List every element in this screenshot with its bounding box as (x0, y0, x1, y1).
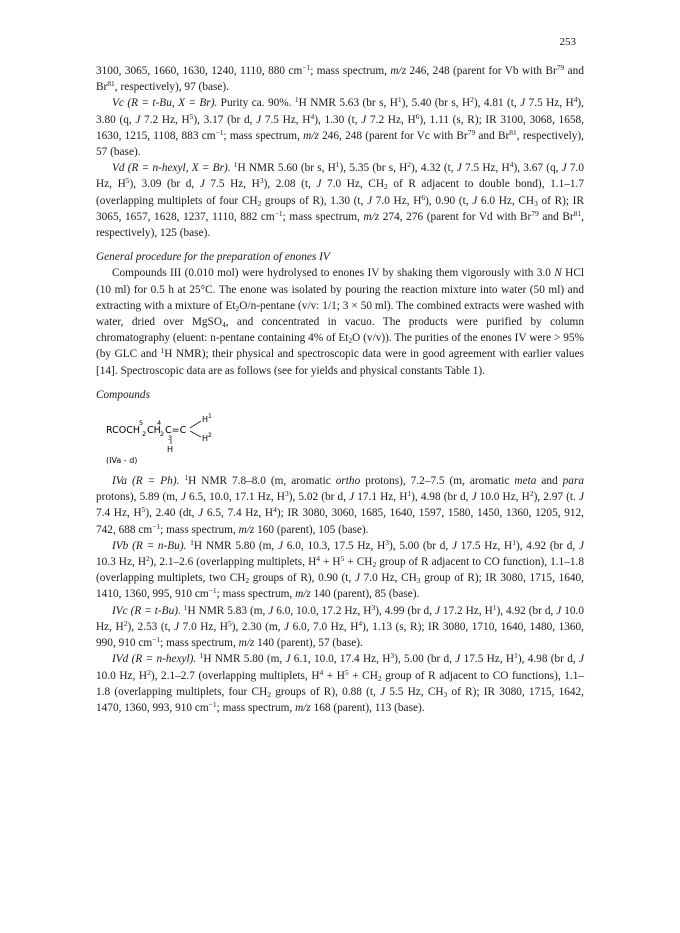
compound-ivb: IVb (R = n-Bu). $^1$H NMR 5.80 (m, J 6.0, 10.3, 17.5 Hz, $H^3$), 5.00 (br d, J 17.5 Hz, $H^1$), 4.92 (br d, J 10.3 Hz, $H^2$), 2.1–2.6 (overlapping multiplets, $H^4 + H^5 + CH_2$ group of R adjacent to CO function), 1.1–1.8 (overlapping multiplets, two $CH_2$ groups of R), 0.90 (t, J 7.0 Hz, $CH_3$ group of R); IR 3080, 1715, 1640, 1410, 1360, 995, 910 $cm^{-1}$; mass spectrum, m/z 140 (parent), 85 (base). (96, 537, 584, 601)
paragraph-vb-continuation: 3100, 3065, 1660, 1630, 1240, 1110, 880 $cm^{-1}$; mass spectrum, m/z 246, 248 (parent for Vb with Br$^{79}$ and Br$^{81}$, respectively), 97 (base). (96, 63, 584, 94)
position-5: 5 (139, 419, 144, 428)
formula-ch: CH (147, 425, 161, 437)
atom-h-top: H (202, 415, 209, 425)
page-number: 253 (559, 36, 576, 48)
bond-to-h2 (190, 431, 201, 437)
procedure-paragraph: Compounds III (0.010 mol) were hydrolysed to enones IV by shaking them vigorously with 3.0 N HCl (10 ml) for 0.5 h at 25°C. The enone was isolated by pouring the reaction mixture into water (50 ml) and extracting with a mixture of $Et_2O/n$-pentane (v/v: 1/1; 3 × 50 ml). The combined extracts were washed with water, dried over MgSO$_4$, and concentrated in vacuo. The products were purified by column chromatography (eluent: n-pentane containing 4% of $Et_2O$ (v/v)). The purities of the enones IV were > 95% (by GLC and $^1$H NMR); their physical and spectroscopic data were in good agreement with earlier values [14]. Spectroscopic data are as follows (see for yields and physical constants Table 1). (96, 267, 585, 377)
page-body (96, 63, 584, 716)
compound-iva: IVa (R = Ph). $^1$H NMR 7.8–8.0 (m, aromatic ortho protons), 7.2–7.5 (m, aromatic meta and para protons), 5.89 (m, J 6.5, 10.0, 17.1 Hz, $H^3$), 5.02 (br d, J 17.1 Hz, $H^1$), 4.98 (br d, J 10.0 Hz, $H^2$), 2.97 (t. J 7.4 Hz, $H^5$), 2.40 (dt, J 6.5, 7.4 Hz, $H^4$); IR 3080, 3060, 1685, 1640, 1597, 1580, 1450, 1360, 1205, 912, 742, 688 $cm^{-1}$; mass spectrum, m/z 160 (parent), 105 (base). (96, 473, 584, 536)
atom-h-right: H (202, 434, 209, 444)
compound-ivd: IVd (R = n-hexyl). $^1$H NMR 5.80 (m, J 6.1, 10.0, 17.4 Hz, $H^3$), 5.00 (br d, J 17.5 Hz, $H^1$), 4.98 (br d, J 10.0 Hz, $H^2$), 2.1–2.7 (overlapping multiplets, $H^4 + H^5 + CH_2$ group of R adjacent to CO functions), 1.1–1.8 (overlapping multiplets, four $CH_2$ groups of R), 0.88 (t, J 5.5 Hz, $CH_3$ of R); IR 3080, 1715, 1642, 1470, 1360, 993, 910 $cm^{-1}$; mass spectrum, m/z 168 (parent), 113 (base). (96, 651, 585, 714)
atom-h-bottom: H (167, 445, 174, 455)
paragraph-vc: Vc (R = t-Bu, X = Br). Purity ca. 90%. $^1$H NMR 5.63 (br s, $H^1$), 5.40 (br s, $H^2$), 4.81 (t, J 7.5 Hz, $H^4$), 3.80 (q, J 7.2 Hz, $H^5$), 3.17 (br d, J 7.5 Hz, $H^4$), 1.30 (t, J 7.2 Hz, $H^6$), 1.11 (s, R); IR 3100, 3068, 1658, 1630, 1215, 1108, 883 $cm^{-1}$; mass spectrum, m/z 246, 248 (parent for Vc with Br$^{79}$ and Br$^{81}$, respectively), 57 (base). (96, 95, 584, 159)
position-1: 1 (208, 413, 212, 421)
compounds-heading: Compounds (96, 388, 150, 401)
formula-sub-2a: 2 (142, 430, 147, 439)
formula-sub-2b: 2 (160, 430, 165, 439)
bond-to-h1 (190, 421, 201, 428)
position-3: 3 (168, 434, 173, 443)
position-4: 4 (157, 419, 162, 428)
formula-c-eq-c: C=C (165, 425, 187, 437)
section-heading: General procedure for the preparation of enones IV (96, 251, 330, 264)
paragraph-vd: Vd (R = n-hexyl, X = Br). $^1$H NMR 5.60 (br s, $H^1$), 5.35 (br s, $H^2$), 4.32 (t, J 7.5 Hz, $H^4$), 3.67 (q, J 7.0 Hz, $H^5$), 3.09 (br d, J 7.5 Hz, $H^3$), 2.08 (t, J 7.0 Hz, $CH_2$ of R adjacent to double bond), 1.1–1.7 (overlapping multiplets of four $CH_2$ groups of R), 1.30 (t, J 7.0 Hz, $H^6$), 0.90 (t, J 6.0 Hz, $CH_3$ of R); IR 3065, 1657, 1628, 1237, 1110, 882 $cm^{-1}$; mass spectrum, m/z 274, 276 (parent for Vd with Br$^{79}$ and Br$^{81}$, respectively), 125 (base). (96, 160, 585, 240)
compound-ivc: IVc (R = t-Bu). $^1$H NMR 5.83 (m, J 6.0, 10.0, 17.2 Hz, $H^3$), 4.99 (br d, J 17.2 Hz, $H^1$), 4.92 (br d, J 10.0 Hz, $H^2$), 2.53 (t, J 7.0 Hz, $H^5$), 2.30 (m, J 6.0, 7.0 Hz, $H^4$), 1.13 (s, R); IR 3080, 1710, 1640, 1480, 1360, 990, 910 $cm^{-1}$; mass spectrum, m/z 140 (parent), 57 (base). (96, 602, 585, 650)
formula-main: RCOCH (106, 425, 141, 437)
chemical-structure (100, 409, 584, 467)
structure-label: (IVa - d) (106, 456, 138, 466)
position-2: 2 (208, 432, 212, 440)
